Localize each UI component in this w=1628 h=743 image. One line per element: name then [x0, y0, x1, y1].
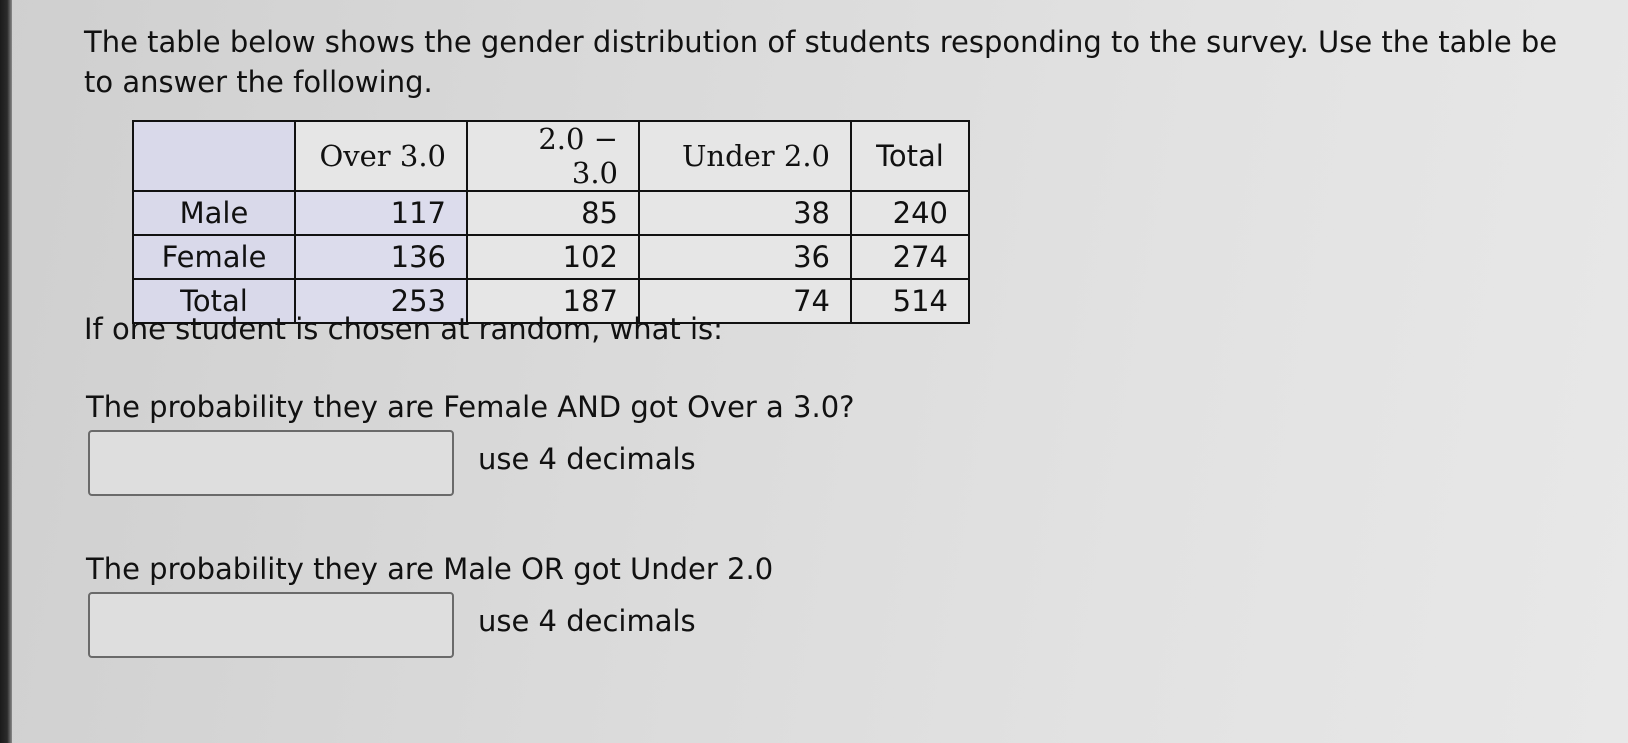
table-row [133, 191, 969, 235]
table-row [133, 235, 969, 279]
table-cell: 136 [295, 235, 467, 279]
table-cell: 36 [639, 235, 851, 279]
table-cell: 514 [851, 279, 969, 323]
table-header-row [133, 121, 969, 191]
table-cell: 274 [851, 235, 969, 279]
intro-text [84, 22, 1628, 102]
question-2-hint: use 4 decimals [478, 604, 696, 638]
question-2-answer-input[interactable] [88, 592, 454, 658]
question-2-text: The probability they are Male OR got Under 2.0 [86, 552, 774, 586]
question-1-answer-input[interactable] [88, 430, 454, 496]
table-cell: 187 [467, 279, 639, 323]
table-cell: 38 [639, 191, 851, 235]
intro-line-2: to answer the following. [84, 65, 433, 99]
question-1-text: The probability they are Female AND got Over a 3.0? [86, 390, 855, 424]
column-header-total: Total [851, 121, 969, 191]
table-cell: 74 [639, 279, 851, 323]
column-header-2-to-3: 2.0 − 3.0 [467, 121, 639, 191]
table-cell: 85 [467, 191, 639, 235]
column-header-under-2: Under 2.0 [639, 121, 851, 191]
screen-edge [0, 0, 12, 743]
table-cell: 253 [295, 279, 467, 323]
question-lead: If one student is chosen at random, what is: [84, 312, 723, 346]
row-label-total: Total [133, 279, 295, 323]
question-1-hint: use 4 decimals [478, 442, 696, 476]
table-corner-cell [133, 121, 295, 191]
intro-line-1: The table below shows the gender distribution of students responding to the survey. Use the table be [84, 25, 1558, 59]
table-cell: 102 [467, 235, 639, 279]
gender-distribution-table [132, 120, 970, 324]
row-label-female: Female [133, 235, 295, 279]
table-cell: 117 [295, 191, 467, 235]
table-cell: 240 [851, 191, 969, 235]
column-header-over-3: Over 3.0 [295, 121, 467, 191]
row-label-male: Male [133, 191, 295, 235]
